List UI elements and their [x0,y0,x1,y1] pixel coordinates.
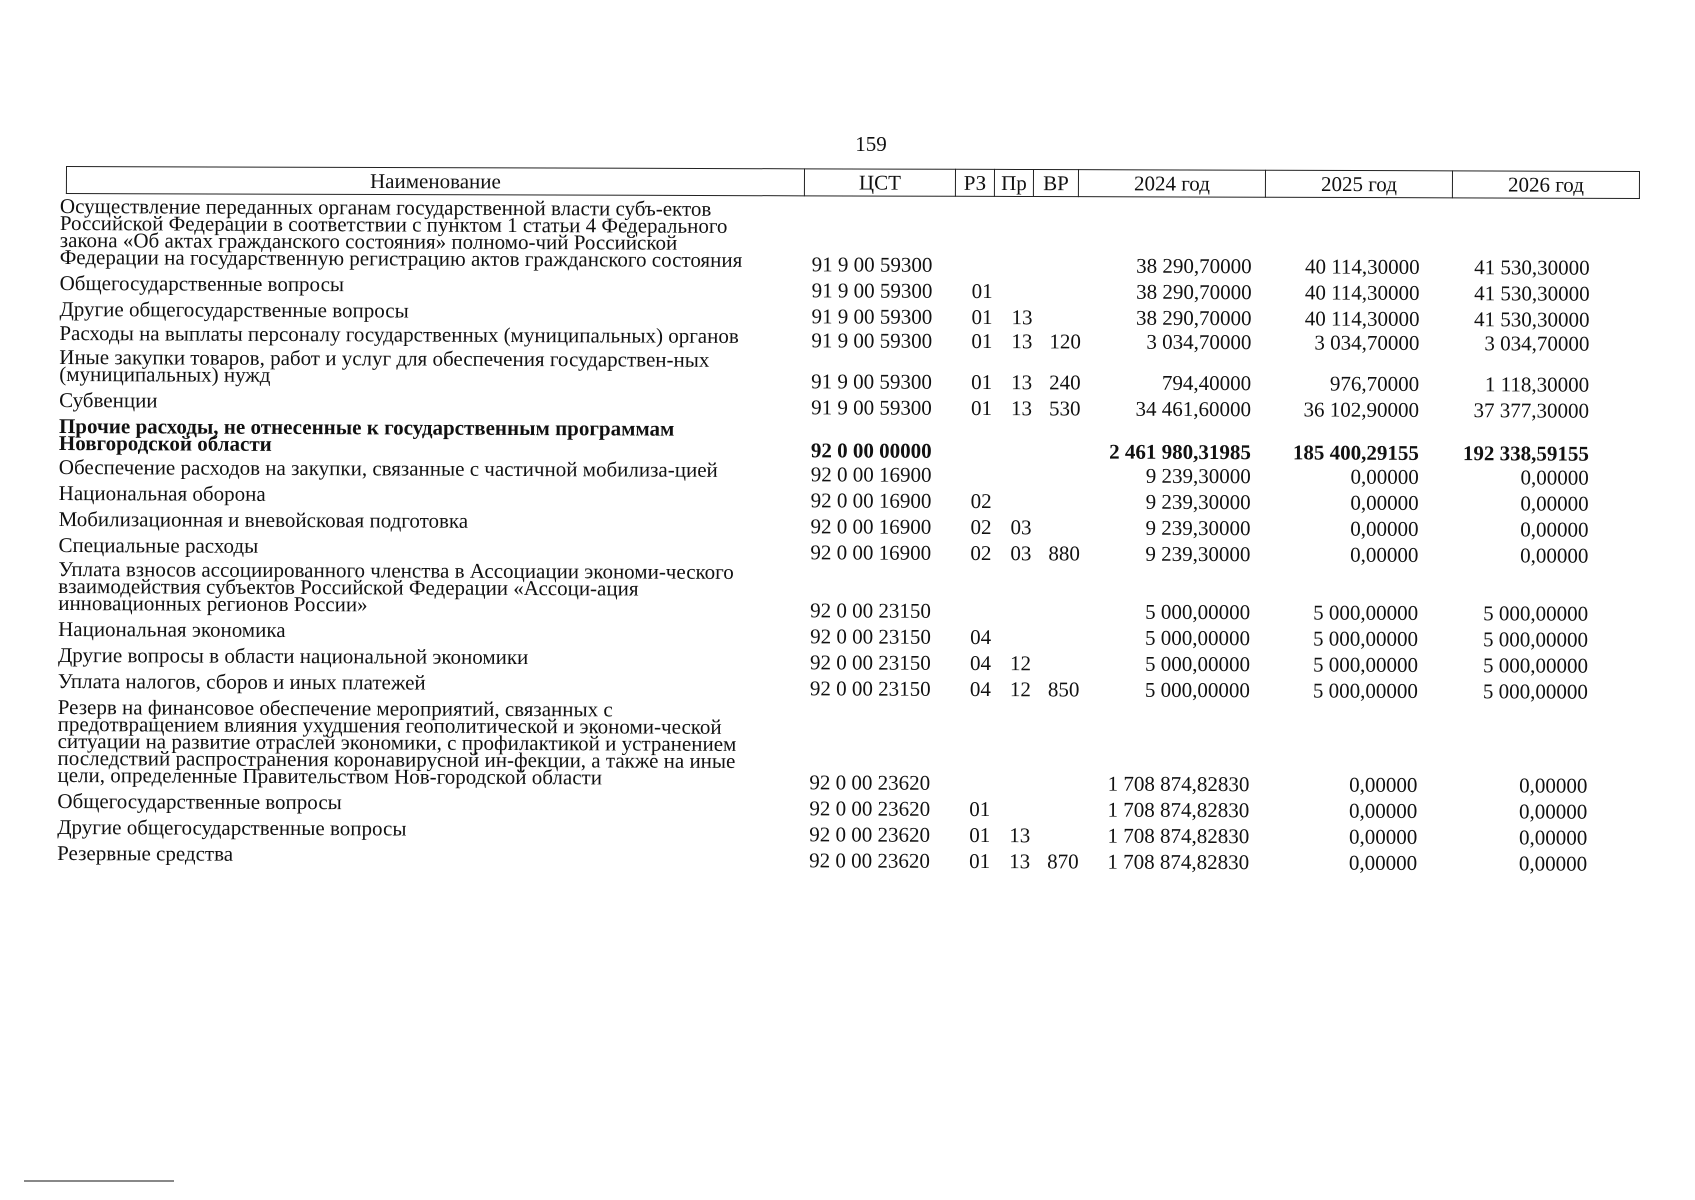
cell-2026: 0,00000 [1520,543,1589,568]
cell-vr: 530 [1049,396,1081,421]
cell-2025: 3 034,70000 [1314,330,1420,355]
cell-2024: 1 708 874,82830 [1107,823,1250,849]
cell-2026: 0,00000 [1520,517,1589,542]
cell-rz: 01 [971,278,993,304]
cell-2024: 38 290,70000 [1136,279,1252,305]
cell-2026: 37 377,30000 [1473,398,1590,423]
cell-2024: 38 290,70000 [1135,305,1252,331]
table-row [58,413,1659,466]
cell-2024: 2 461 980,31985 [1109,439,1251,465]
cell-pr: 12 [1009,651,1032,676]
cell-name: Резервные средства [57,840,234,866]
cell-2026: 5 000,00000 [1482,679,1588,704]
cell-name: Резерв на финансовое обеспечение мероприятий, связанных с предотвращением влияния ухудшения геополитической и экономи-ческой ситуации на развитие отраслей экономики, с профилактикой и устранением последствий распространения коронавирусной ин-фекции, а также на иные цели, определенные Правительством Нов-городской области [57,694,737,790]
cell-2026: 192 338,59155 [1462,441,1589,466]
cell-2025: 40 114,30000 [1304,306,1420,331]
cell-2024: 794,40000 [1161,370,1252,396]
cell-name: Обеспечение расходов на закупки, связанные с частичной мобилиза-цией [58,454,718,482]
cell-2024: 1 708 874,82830 [1107,797,1250,823]
cell-pr: 13 [1009,823,1031,848]
cell-name: Прочие расходы, не отнесенные к государственным программам Новгородской области [58,413,675,456]
cell-2026: 0,00000 [1518,825,1588,850]
cell-2024: 1 708 874,82830 [1107,849,1250,875]
cell-rz: 01 [969,796,991,822]
cell-pr: 03 [1010,515,1032,540]
cell-name: Национальная оборона [58,480,266,506]
cell-2025: 36 102,90000 [1303,397,1420,422]
cell-cst: 92 0 00 16900 [810,514,932,539]
cell-rz: 02 [970,488,992,514]
cell-2024: 9 239,30000 [1145,515,1251,541]
column-header-rz: РЗ [955,169,994,196]
cell-rz: 04 [969,676,991,702]
cell-2025: 0,00000 [1350,516,1419,541]
cell-2025: 40 114,30000 [1304,254,1420,279]
cell-cst: 92 0 00 23150 [809,676,931,701]
cell-cst: 92 0 00 16900 [810,488,932,513]
cell-2026: 41 530,30000 [1474,281,1590,306]
cell-2026: 0,00000 [1518,851,1588,876]
cell-rz: 01 [969,822,991,848]
cell-2024: 38 290,70000 [1136,253,1252,279]
cell-pr: 03 [1010,541,1032,566]
cell-rz: 04 [969,650,992,676]
cell-cst: 91 9 00 59300 [811,369,933,394]
cell-vr: 880 [1048,541,1081,566]
cell-cst: 92 0 00 16900 [810,540,932,565]
table-header [66,166,1640,199]
cell-name: Иные закупки товаров, работ и услуг для обеспечения государствен-ных (муниципальных) нужд [59,344,710,387]
cell-2024: 5 000,00000 [1144,677,1250,703]
cell-cst: 91 9 00 59300 [811,395,932,420]
cell-2025: 40 114,30000 [1304,280,1420,305]
page-number: 159 [855,132,887,156]
table-row [59,194,1660,280]
cell-cst: 92 0 00 00000 [810,438,932,463]
column-header-2026: 2026 год [1452,171,1639,199]
cell-name: Уплата взносов ассоциированного членства в Ассоциации экономи-ческого взаимодействия субъектов Российской Федерации «Ассоци-ация инновационных регионов России» [58,556,734,617]
cell-2024: 1 708 874,82830 [1107,771,1250,797]
cell-rz: 01 [971,369,993,395]
cell-2024: 9 239,30000 [1145,489,1251,515]
cell-2026: 3 034,70000 [1484,331,1590,356]
cell-cst: 92 0 00 23150 [810,598,932,623]
cell-cst: 92 0 00 23620 [809,770,931,795]
cell-2025: 0,00000 [1349,772,1418,797]
column-header-cst: ЦСТ [804,169,955,196]
cell-pr: 13 [1011,370,1033,395]
cell-2025: 976,70000 [1329,371,1420,396]
cell-name: Специальные расходы [58,532,259,558]
cell-2025: 0,00000 [1350,464,1419,489]
cell-name: Национальная экономика [58,616,286,642]
cell-2025: 0,00000 [1348,824,1418,849]
cell-2024: 9 239,30000 [1145,463,1251,489]
cell-cst: 92 0 00 16900 [810,462,932,487]
cell-rz: 01 [969,848,991,874]
cell-2024: 5 000,00000 [1145,599,1251,625]
cell-pr: 13 [1011,329,1033,354]
cell-cst: 92 0 00 23620 [809,796,931,821]
cell-cst: 92 0 00 23620 [809,822,931,847]
cell-name: Уплата налогов, сборов и иных платежей [57,668,426,695]
cell-pr: 13 [1011,396,1033,421]
cell-2025: 5 000,00000 [1313,626,1419,651]
cell-2025: 0,00000 [1349,798,1418,823]
cell-name: Осуществление переданных органам государственной власти субъ-ектов Российской Федерации в соответствии с пунктом 1 статьи 4 Федерального закона «Об актах гражданского состояния» полномо-чий Российской Федерации на государственную регистрацию актов гражданского состояния [59,194,743,272]
cell-2024: 9 239,30000 [1145,541,1251,567]
cell-vr: 240 [1049,370,1081,395]
cell-2025: 0,00000 [1350,542,1419,567]
cell-2026: 0,00000 [1519,799,1588,824]
cell-name: Другие общегосударственные вопросы [59,296,409,323]
cell-pr: 13 [1009,849,1031,874]
cell-cst: 92 0 00 23620 [809,848,930,873]
cell-2026: 5 000,00000 [1483,601,1589,626]
cell-rz: 01 [971,304,993,330]
cell-2026: 41 530,30000 [1473,307,1590,332]
cell-rz: 02 [970,540,992,566]
cell-name: Другие общегосударственные вопросы [57,814,407,841]
cell-vr: 120 [1049,329,1081,354]
cell-2025: 0,00000 [1348,850,1418,875]
cell-name: Мобилизационная и вневойсковая подготовка [58,506,469,533]
cell-rz: 01 [971,328,993,354]
cell-cst: 92 0 00 23150 [810,624,931,649]
cell-rz: 04 [970,624,992,650]
cell-cst: 91 9 00 59300 [811,278,933,303]
cell-name: Общегосударственные вопросы [59,270,345,297]
cell-rz: 01 [971,395,993,421]
column-header-pr: Пр [994,169,1033,196]
cell-2025: 5 000,00000 [1313,600,1419,625]
footer-divider [24,1180,174,1182]
cell-vr: 870 [1047,849,1079,874]
cell-2025: 5 000,00000 [1312,678,1418,703]
cell-2026: 5 000,00000 [1482,653,1589,678]
cell-2024: 34 461,60000 [1135,396,1252,422]
cell-cst: 91 9 00 59300 [811,252,933,277]
cell-2025: 5 000,00000 [1312,652,1419,677]
cell-rz: 02 [970,514,992,540]
table-row [59,344,1659,397]
cell-2026: 41 530,30000 [1474,255,1590,280]
cell-vr: 850 [1047,677,1080,702]
cell-2025: 0,00000 [1350,490,1419,515]
cell-pr: 13 [1011,305,1033,330]
cell-cst: 92 0 00 23150 [809,650,931,675]
cell-name: Общегосударственные вопросы [57,788,342,815]
cell-name: Расходы на выплаты персоналу государственных (муниципальных) органов [59,320,739,348]
table-row [58,556,1658,626]
table-row [57,694,1657,798]
cell-2026: 0,00000 [1519,773,1588,798]
cell-cst: 91 9 00 59300 [811,304,933,329]
column-header-2025: 2025 год [1265,170,1452,198]
column-header-vr: ВР [1033,170,1078,197]
cell-2026: 0,00000 [1520,491,1589,516]
cell-2026: 1 118,30000 [1484,372,1590,397]
cell-name: Субвенции [59,387,158,413]
cell-2026: 0,00000 [1520,465,1589,490]
column-header-2024: 2024 год [1078,170,1265,198]
cell-2025: 185 400,29155 [1292,440,1419,465]
cell-2024: 5 000,00000 [1144,651,1251,677]
cell-pr: 12 [1009,677,1031,702]
table-body [56,194,1660,1145]
cell-name: Другие вопросы в области национальной экономики [57,642,529,670]
cell-cst: 91 9 00 59300 [811,328,933,353]
cell-2024: 3 034,70000 [1146,329,1252,355]
cell-2026: 5 000,00000 [1483,627,1589,652]
column-header-name: Наименование [66,167,804,196]
cell-2024: 5 000,00000 [1145,625,1251,651]
